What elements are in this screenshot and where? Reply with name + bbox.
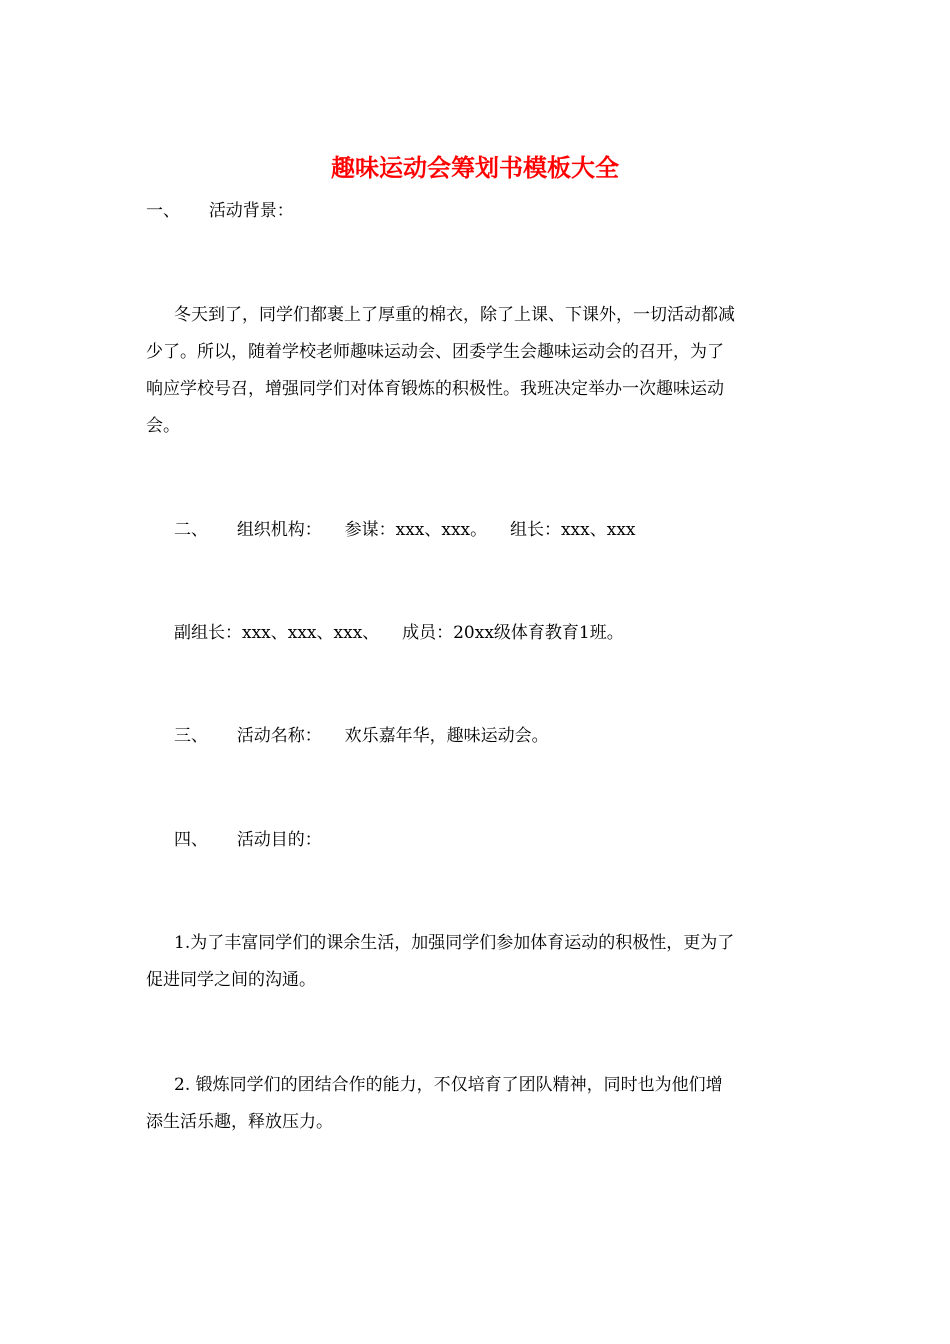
purpose-1-paragraph	[146, 925, 806, 999]
purpose-2-line: 2. 锻炼同学们的团结合作的能力，不仅培育了团队精神，同时也为他们增	[174, 1075, 723, 1095]
section-2-number: 二、	[174, 520, 208, 540]
purpose-1-line: 促进同学之间的沟通。	[146, 970, 316, 990]
activity-name: 欢乐嘉年华，趣味运动会。	[344, 726, 549, 746]
leader-text: 组长：xxx、xxx	[509, 520, 636, 540]
section-4-label: 活动目的：	[236, 830, 322, 850]
section-3-heading	[174, 725, 549, 747]
section-3-number: 三、	[174, 726, 208, 746]
section-4-number: 四、	[174, 830, 208, 850]
section-2-heading	[174, 519, 636, 541]
deputy-text: 副组长：xxx、xxx、xxx、	[174, 623, 380, 643]
page-title: 趣味运动会筹划书模板大全	[331, 154, 619, 182]
background-line: 少了。所以，随着学校老师趣味运动会、团委学生会趣味运动会的召开，为了	[146, 342, 724, 362]
background-line: 响应学校号召，增强同学们对体育锻炼的积极性。我班决定举办一次趣味运动	[146, 379, 724, 399]
section-1-number: 一、	[146, 201, 180, 221]
section-2-members-line	[174, 622, 624, 644]
purpose-1-line: 1.为了丰富同学们的课余生活，加强同学们参加体育运动的积极性，更为了	[174, 933, 735, 953]
background-paragraph	[146, 297, 806, 445]
background-line: 冬天到了，同学们都裹上了厚重的棉衣，除了上课、下课外，一切活动都减	[174, 305, 735, 325]
section-1-heading	[146, 200, 294, 222]
section-1-label: 活动背景：	[208, 201, 294, 221]
purpose-2-paragraph	[146, 1067, 806, 1141]
advisors-text: 参谋：xxx、xxx。	[344, 520, 488, 540]
section-3-label: 活动名称：	[236, 726, 322, 746]
background-line: 会。	[146, 416, 180, 436]
section-2-label: 组织机构：	[236, 520, 322, 540]
members-text: 成员：20xx级体育教育1班。	[402, 623, 624, 643]
section-4-heading	[174, 829, 322, 851]
purpose-2-line: 添生活乐趣，释放压力。	[146, 1112, 333, 1132]
